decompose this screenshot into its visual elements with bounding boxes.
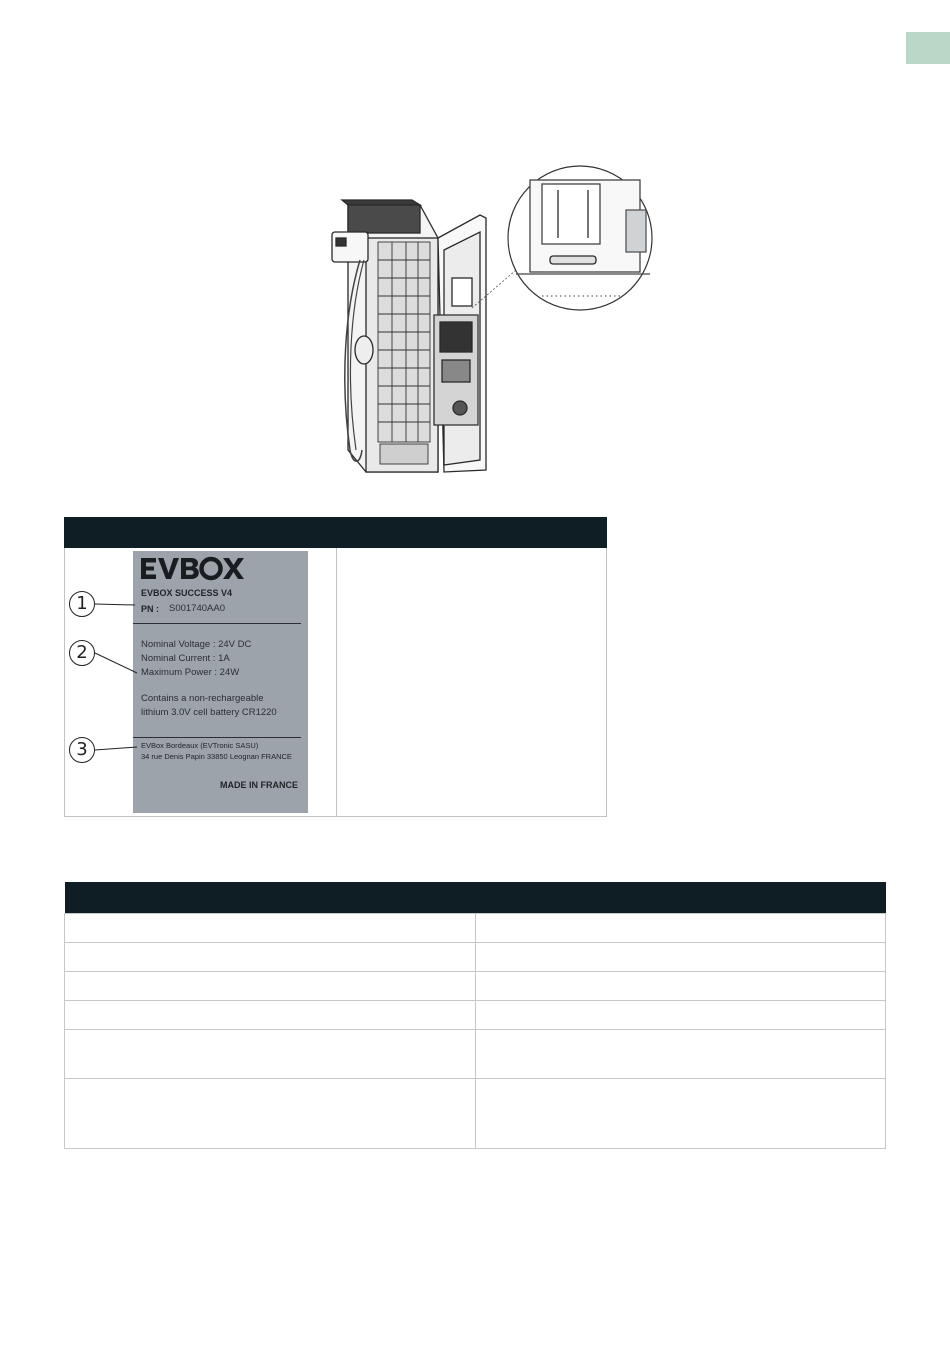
spec-cell: [65, 943, 476, 972]
label-table-divider: [336, 548, 337, 817]
table-row: [65, 1030, 886, 1079]
plate-nominal-current: Nominal Current : 1A: [141, 653, 230, 664]
table-row: [65, 943, 886, 972]
plate-made-in: MADE IN FRANCE: [220, 780, 298, 790]
charger-cabinet-illustration: [320, 160, 660, 480]
spec-cell: [475, 972, 886, 1001]
spec-cell: [475, 914, 886, 943]
spec-header-col-2: [475, 882, 886, 914]
plate-manufacturer: EVBox Bordeaux (EVTronic SASU): [141, 741, 259, 750]
plate-maximum-power: Maximum Power : 24W: [141, 667, 240, 678]
plate-pn-value: S001740AA0: [169, 603, 225, 614]
table-row: [65, 914, 886, 943]
section-tab-marker: [906, 32, 950, 64]
plate-address: 34 rue Denis Papin 33850 Leognan FRANCE: [141, 752, 292, 761]
callout-2: 2: [69, 640, 95, 666]
spec-cell: [475, 943, 886, 972]
spec-table-header: [65, 882, 886, 914]
spec-cell: [65, 1001, 476, 1030]
plate-nominal-voltage: Nominal Voltage : 24V DC: [141, 639, 252, 650]
table-row: [65, 972, 886, 1001]
spec-cell: [65, 972, 476, 1001]
plate-model: EVBOX SUCCESS V4: [141, 588, 233, 598]
callout-leaders: [65, 518, 205, 818]
specification-table: [64, 882, 886, 1149]
plate-pn-label: PN :: [141, 604, 159, 614]
spec-cell: [475, 1030, 886, 1079]
spec-cell: [65, 914, 476, 943]
plate-battery-line-1: Contains a non-rechargeable: [141, 693, 264, 704]
table-row: [65, 1001, 886, 1030]
spec-cell: [475, 1001, 886, 1030]
callout-1: 1: [69, 591, 95, 617]
label-table: [64, 517, 607, 817]
plate-battery-line-2: lithium 3.0V cell battery CR1220: [141, 707, 277, 718]
spec-header-col-1: [65, 882, 476, 914]
spec-cell: [475, 1079, 886, 1149]
spec-cell: [65, 1030, 476, 1079]
callout-3: 3: [69, 737, 95, 763]
spec-cell: [65, 1079, 476, 1149]
table-row: [65, 1079, 886, 1149]
